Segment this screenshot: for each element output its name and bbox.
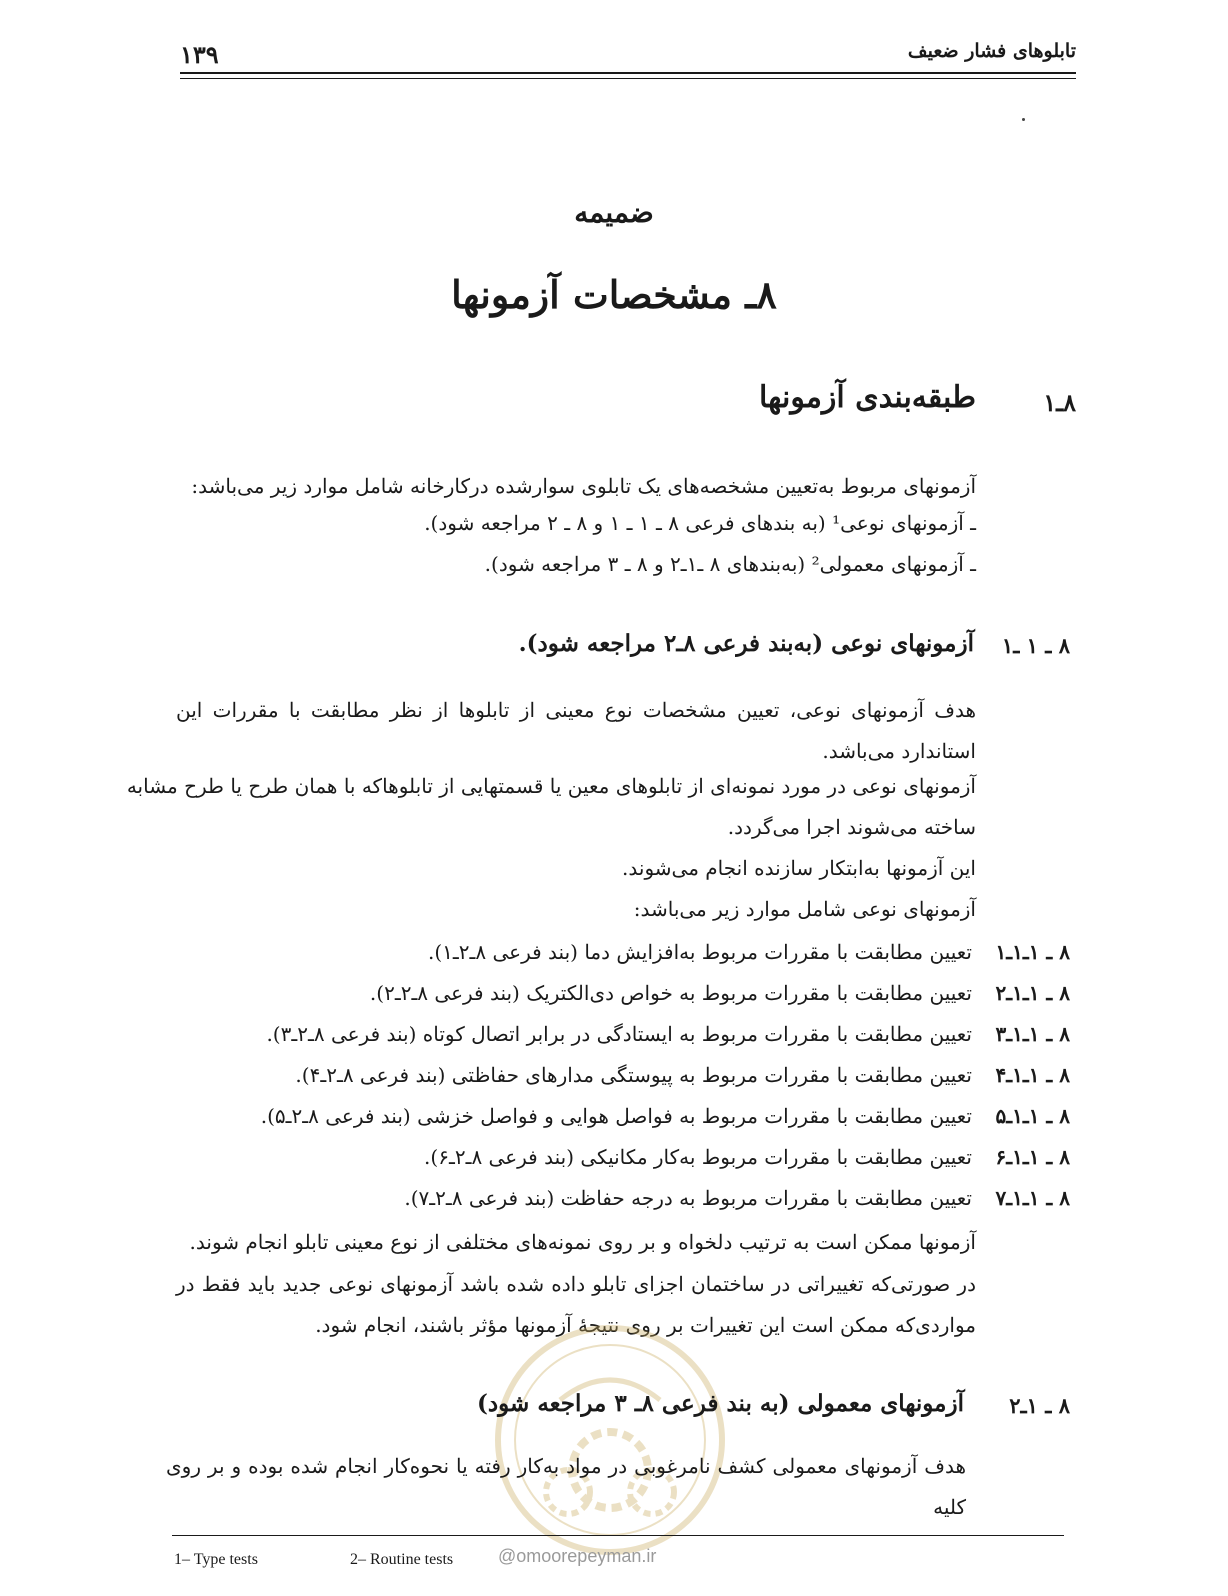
item-text: تعیین مطابقت با مقررات مربوط به ایستادگی در برابر اتصال کوتاه (بند فرعی ۸ـ۲ـ۳).	[266, 1022, 972, 1046]
bullet-type-tests: ـ آزمونهای نوعی¹ (به بندهای فرعی ۸ ـ ۱ ـ ۱ و ۸ ـ ۲ مراجعه شود).	[424, 511, 976, 535]
list-item	[170, 1063, 1070, 1097]
type-tests-purpose: هدف آزمونهای نوعی، تعیین مشخصات نوع معینی از تابلوها از نظر مطابقت با مقررات این استاندارد می‌باشد.	[176, 698, 976, 763]
paragraph-line: ساخته می‌شوند اجرا می‌گردد.	[727, 815, 976, 839]
stray-dot	[1022, 118, 1025, 121]
bullet-routine-tests: ـ آزمونهای معمولی² (به‌بندهای ۸ ـ۱ـ۲ و ۸ ـ ۳ مراجعه شود).	[484, 552, 976, 576]
section-heading-8-1	[676, 380, 1076, 424]
item-number: ۸ ـ ۱ـ۱ـ۳	[995, 1022, 1070, 1046]
section-heading-8-1-2	[270, 1390, 1070, 1430]
item-text: تعیین مطابقت با مقررات مربوط به پیوستگی مدارهای حفاظتی (بند فرعی ۸ـ۲ـ۴).	[295, 1063, 972, 1087]
section-number: ۸ ـ ۱ ـ۱	[1001, 633, 1070, 658]
list-item	[170, 1186, 1070, 1220]
item-text: تعیین مطابقت با مقررات مربوط به‌افزایش دما (بند فرعی ۸ـ۲ـ۱).	[428, 940, 972, 964]
header-rule-thin	[180, 78, 1076, 79]
paragraph-line: آزمونهای نوعی در مورد نمونه‌ای از تابلوهای معین یا قسمتهایی از تابلوهاکه با همان طرح یا طرح مشابه	[126, 774, 976, 798]
list-item	[170, 981, 1070, 1015]
chapter-title: ۸ـ مشخصات آزمونها	[451, 272, 777, 317]
header-rule	[180, 72, 1076, 74]
list-item	[170, 1022, 1070, 1056]
item-text: تعیین مطابقت با مقررات مربوط به فواصل هوایی و فواصل خزشی (بند فرعی ۸ـ۲ـ۵).	[260, 1104, 972, 1128]
item-text: تعیین مطابقت با مقررات مربوط به‌کار مکانیکی (بند فرعی ۸ـ۲ـ۶).	[424, 1145, 972, 1169]
list-item	[170, 1104, 1070, 1138]
running-title: تابلوهای فشار ضعیف	[907, 40, 1076, 62]
footnote-rule	[172, 1535, 1064, 1536]
section-title: آزمونهای نوعی (به‌بند فرعی ۸ـ۲ مراجعه شود).	[518, 630, 974, 657]
section-title: طبقه‌بندی آزمونها	[759, 380, 976, 415]
change-note: در صورتی‌که تغییراتی در ساختمان اجزای تابلو داده شده باشد آزمونهای نوعی جدید باید فقط در مواردی‌که ممکن است این تغییرات بر روی نتیجهٔ آزمونها مؤثر باشند، انجام شود.	[176, 1272, 976, 1337]
item-text: تعیین مطابقت با مقررات مربوط به درجه حفاظت (بند فرعی ۸ـ۲ـ۷).	[404, 1186, 972, 1210]
footnote-2: 2– Routine tests	[350, 1551, 454, 1568]
watermark-text: @omoorepeyman.ir	[498, 1546, 657, 1566]
item-number: ۸ ـ ۱ـ۱ـ۲	[995, 981, 1070, 1005]
order-note: آزمونها ممکن است به ترتیب دلخواه و بر روی نمونه‌های مختلفی از نوع معینی تابلو انجام شوند.	[189, 1230, 976, 1254]
list-item	[170, 940, 1070, 974]
routine-tests-purpose: هدف آزمونهای معمولی کشف نامرغوبی در مواد به‌کار رفته یا نحوه‌کار انجام شده بوده و بر روی کلیه	[166, 1454, 966, 1519]
item-number: ۸ ـ ۱ـ۱ـ۴	[995, 1063, 1070, 1087]
section-heading-8-1-1	[270, 630, 1070, 670]
section-number: ۸ ـ ۱ـ۲	[1009, 1393, 1070, 1418]
paragraph-line: این آزمونها به‌ابتکار سازنده انجام می‌شوند.	[622, 856, 976, 880]
section-title: آزمونهای معمولی (به بند فرعی ۸ـ ۳ مراجعه شود)	[477, 1390, 964, 1417]
item-number: ۸ ـ ۱ـ۱ـ۷	[995, 1186, 1070, 1210]
paragraph-line: آزمونهای نوعی شامل موارد زیر می‌باشد:	[633, 897, 976, 921]
appendix-label: ضمیمه	[574, 196, 654, 229]
page-number: ۱۳۹	[180, 40, 219, 69]
item-number: ۸ ـ ۱ـ۱ـ۶	[995, 1145, 1070, 1169]
footnote-1: 1– Type tests	[174, 1551, 258, 1568]
item-number: ۸ ـ ۱ـ۱ـ۵	[995, 1104, 1070, 1128]
section-number: ۸ـ۱	[1043, 388, 1076, 417]
list-item	[170, 1145, 1070, 1179]
intro-paragraph: آزمونهای مربوط به‌تعیین مشخصه‌های یک تابلوی سوارشده درکارخانه شامل موارد زیر می‌باشد:	[191, 474, 976, 498]
item-number: ۸ ـ ۱ـ۱ـ۱	[995, 940, 1070, 964]
item-text: تعیین مطابقت با مقررات مربوط به خواص دی‌الکتریک (بند فرعی ۸ـ۲ـ۲).	[369, 981, 972, 1005]
